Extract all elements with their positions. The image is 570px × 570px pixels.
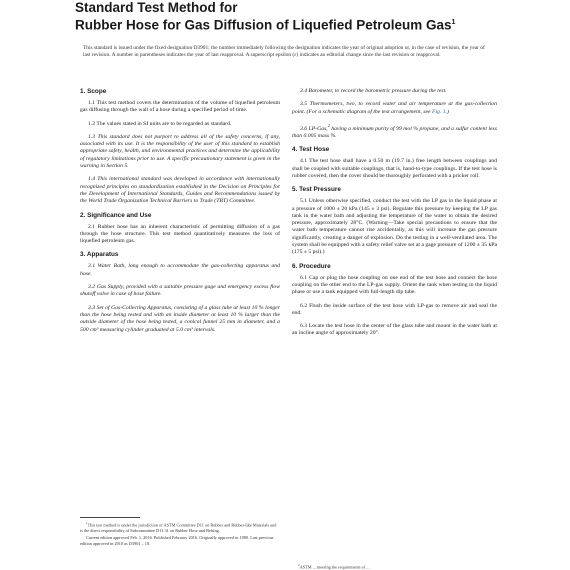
paragraph-3-5-end: .): [445, 108, 449, 115]
section-heading-significance: 2. Significance and Use: [80, 211, 152, 219]
section-heading-scope: 1. Scope: [80, 88, 107, 95]
footnote-1-mark: 1: [86, 521, 88, 525]
title-line-2: [75, 15, 505, 33]
paragraph-4-1: 4.1 The test hose shall have a 0.50 m (19.7 in.) free length between couplings and shall be coupled with suitable couplings, that is, hand-to-type couplings. If the test hose is rubber covered, then the cover should be thoroughly perforated with a pricker roll.: [292, 158, 497, 179]
paragraph-1-3: 1.3 This standard does not purport to address all of the safety concerns, if any, associated with its use. It is the responsibility of the user of this standard to establish appropriate safety, health, and environmental practices and determine the applicability of regulatory limitations prior to use. A specific precautionary statement is given in the warning in Section 5.: [80, 133, 280, 170]
footnotes-left: [80, 521, 280, 548]
footnote-mark-2[interactable]: 2: [327, 122, 330, 128]
paragraph-5-1: 5.1 Unless otherwise specified, conduct the test with the LP gas in the liquid phase at a pressure of 1000 ± 20 kPa (145 ± 3 psi). Regulate this pressure by keeping the LP gas tank in the water bath and adjusting the temperature of the water to obtain the desired pressure, approximately 28°C. (Warning—Take special precautions to ensure that the water bath temperature cannot rise accidentally, as this will increase the gas pressure significantly, creating a danger of explosion. Do the testing in a well-ventilated area. The system shall be equipped with a safety relief valve set at a gage pressure of 1200 ± 35 kPa (175 ± 5 psi).): [292, 198, 497, 256]
paragraph-1-2: 1.2 The values stated in SI units are to be regarded as standard.: [88, 120, 232, 127]
paragraph-3-1: 3.1 Water Bath, long enough to accommodate the gas-collecting apparatus and hose.: [80, 263, 280, 277]
paragraph-6-1: 6.1 Cap or plug the hose coupling on one end of the test hose and connect the hose coupling on the other end to the LP-gas supply. Orient the tank when testing in the liquid phase or use a tank equipped with full-length dip tube.: [292, 274, 497, 296]
title-footnote-mark: 1: [451, 19, 456, 26]
footnote-divider: [80, 517, 140, 518]
footnote-1: [80, 521, 280, 534]
footnote-2: [292, 563, 497, 570]
paragraph-2-1: 2.1 Rubber hose has an inherent characteristic of permitting diffusion of a gas through the hose structure. This test method quantitatively measures the loss of liquefied petroleum gas.: [80, 223, 280, 245]
section-heading-test-pressure: 5. Test Pressure: [292, 186, 341, 194]
designation-notice: This standard is issued under the fixed designation D3901; the number immediately following the designation indicates the year of original adoption or, in the case of revision, the year of last revision. A number in parentheses indicates the year of last reapproval. A superscript epsilon (ε) indicates an editorial change since the last revision or reapproval.: [83, 45, 485, 59]
paragraph-1-4: 1.4 This international standard was developed in accordance with internationally recognized principles on standardization established in the Decision on Principles for the Development of International Standards, Guides and Recommendations issued by the World Trade Organization Technical Barriers to Trade (TBT) Committee.: [80, 176, 280, 205]
section-heading-procedure: 6. Procedure: [292, 262, 331, 270]
left-column: [80, 88, 280, 340]
paragraph-3-2: 3.2 Gas Supply, provided with a suitable pressure gage and emergency excess flow shutoff valve in case of hose failure.: [80, 284, 280, 298]
paragraph-1-1: 1.1 This test method covers the determination of the volume of liquefied petroleum gas diffusing through the wall of a hose during a specified period of time.: [80, 100, 280, 114]
footnotes-right: [292, 563, 497, 570]
footnote-2-mark: 2: [298, 563, 300, 567]
paragraph-6-3: 6.3 Locate the test hose in the center of the glass tube and mount in the water bath at an incline angle of approximately 20°.: [292, 323, 497, 337]
footnote-edition: Current edition approved Feb. 1, 2016. Published February 2016. Originally approved in 1980. Last previous edition approved in 2010 as D3901 – 10.: [80, 535, 274, 546]
paragraph-3-5: [292, 101, 497, 116]
paragraph-3-4: 3.4 Barometer, to record the barometric pressure during the test.: [300, 88, 447, 94]
paragraph-3-6-text: 3.6 LP-Gas,: [300, 125, 328, 132]
paragraph-3-6: [292, 122, 497, 140]
right-column: [292, 88, 497, 344]
footnote-1-text: This test method is under the jurisdiction of ASTM Committee D11 on Rubber and Rubber-like Materials and is the direct responsibility of Subcommittee D11.31 on Rubber Hose and Belting.: [80, 522, 277, 534]
paragraph-3-3: 3.3 Set of Gas-Collecting Apparatus, consisting of a glass tube at least 10 % longer than the hose being tested and with an inside diameter at least 10 % larger than the outside diameter of the hose being tested, a conical funnel 25 mm in diameter, and a 500 cm³ measuring cylinder graduated at 5.0 cm³ intervals.: [80, 304, 280, 333]
section-heading-test-hose: 4. Test Hose: [292, 146, 330, 154]
title-block: [75, 0, 505, 33]
paragraph-3-5-text: 3.5 Thermometers, two, to record water and air temperature at the gas-collection point. (For a schematic diagram of the test arrangement, see: [292, 101, 497, 115]
document-title: Rubber Hose for Gas Diffusion of Liquefied Petroleum Gas: [75, 17, 452, 33]
section-heading-apparatus: 3. Apparatus: [80, 251, 119, 259]
figure-link[interactable]: Fig. 1: [431, 108, 446, 115]
footnote-2-text: ASTM ... meeting the requirements of ...: [299, 564, 370, 570]
paragraph-3-6-rest: having a minimum purity of 99 mol % propane, and a sulfur content less than 0.005 mass %.: [292, 125, 497, 140]
paragraph-6-2: 6.2 Flush the inside surface of the test hose with LP-gas to remove air and seal the end.: [292, 302, 497, 316]
title-line-1: Standard Test Method for: [75, 0, 238, 15]
